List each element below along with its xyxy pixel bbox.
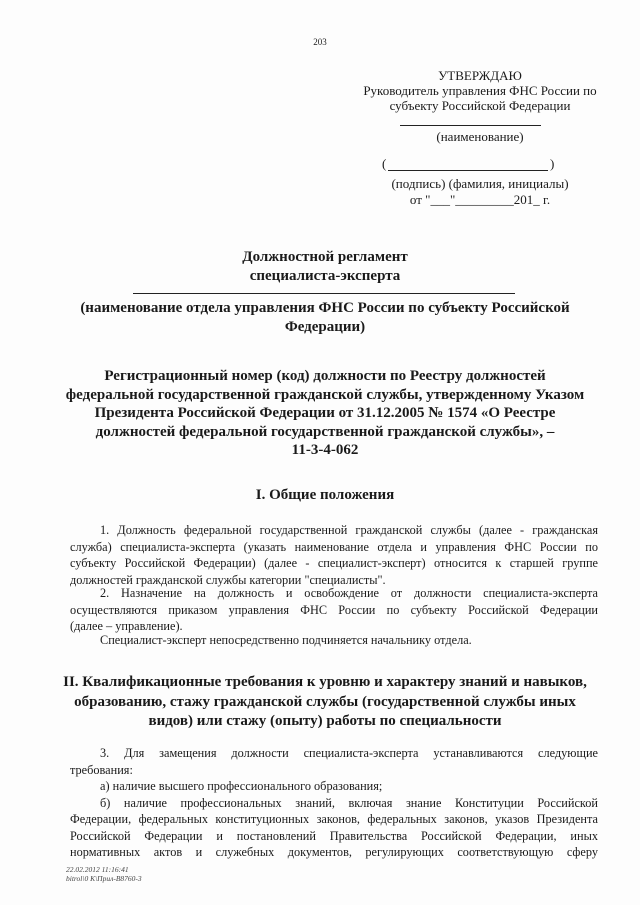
paragraph-line: 2. Назначение на должность и освобождение от должности специалиста-эксперта	[100, 586, 598, 600]
section-1-paragraph-1	[70, 522, 598, 588]
section-1-paragraph-2	[70, 585, 598, 635]
section-2-heading-line-1: II. Квалификационные требования к уровню и характеру знаний и навыков,	[63, 674, 587, 690]
approval-heading: УТВЕРЖДАЮ	[438, 68, 522, 83]
requirement-b-line: Федерации, федеральных конституционных законов, федеральных законов, указов Президента	[70, 812, 598, 826]
paragraph-line: субъекту Российской Федерации) (далее - специалист-эксперт) относится к старшей группе	[70, 556, 598, 570]
signature-bracket-close: )	[550, 156, 555, 171]
requirement-b-line: нормативных актов и служебных документов, регулирующих соответствующую сферу	[70, 845, 598, 859]
paragraph-line: осуществляются приказом управления ФНС России по субъекту Российской Федерации	[70, 602, 598, 617]
name-caption: (наименование)	[436, 129, 524, 144]
section-1-heading: I. Общие положения	[255, 487, 395, 503]
section-2-heading-line-2: образованию, стажу гражданской службы (государственной службы иных	[74, 693, 576, 710]
title-line-2: специалиста-эксперта	[249, 268, 401, 284]
name-underline	[400, 125, 541, 126]
section-2-heading	[30, 673, 620, 732]
registration-line-3: Президента Российской Федерации от 31.12.2005 № 1574 «О Реестре	[94, 405, 556, 421]
approval-line-2: субъекту Российской Федерации	[389, 98, 571, 113]
department-caption	[30, 299, 620, 337]
registration-line-1: Регистрационный номер (код) должности по Реестру должностей	[104, 368, 546, 384]
approval-block	[330, 68, 630, 113]
document-title	[30, 248, 620, 286]
date-line: от "___"_________201_ г.	[409, 192, 551, 207]
paragraph-line: (далее – управление).	[70, 619, 183, 633]
paragraph-line: требования:	[70, 762, 133, 777]
page-number: 203	[313, 37, 327, 47]
print-stamp-date: 22.02.2012 11:16:41	[66, 865, 129, 874]
paragraph-line: служба) специалиста-эксперта (указать наименование отдела и управления ФНС России по	[70, 539, 598, 554]
department-line-1: (наименование отдела управления ФНС России по субъекту Российской	[80, 300, 570, 316]
section-2-heading-line-3: видов) или стажу (опыту) работы по специальности	[148, 713, 502, 729]
requirement-b-line: б) наличие профессиональных знаний, включая знание Конституции Российской	[100, 795, 598, 810]
registration-code: 11-3-4-062	[291, 442, 359, 458]
requirement-a: а) наличие высшего профессионального образования;	[100, 779, 383, 793]
registration-line-4: должностей федеральной государственной гражданской службы», –	[95, 423, 555, 440]
department-line-2: Федерации)	[284, 319, 366, 335]
paragraph-line: Специалист-эксперт непосредственно подчиняется начальнику отдела.	[100, 633, 472, 647]
print-stamp	[66, 865, 142, 883]
paragraph-line: 1. Должность федеральной государственной гражданской службы (далее - гражданская	[100, 523, 598, 537]
department-underline	[133, 293, 515, 294]
section-1-paragraph-3	[70, 632, 598, 649]
registration-block	[30, 367, 620, 460]
section-2-paragraph-3	[70, 745, 598, 861]
print-stamp-file: bitrol\0 К\Прил-В8760-3	[66, 874, 142, 883]
signature-underline	[388, 170, 548, 171]
approval-line-1: Руководитель управления ФНС России по	[363, 83, 597, 98]
signature-bracket-open: (	[382, 156, 387, 171]
registration-line-2: федеральной государственной гражданской службы, утвержденному Указом	[65, 386, 585, 403]
requirement-b-line: Российской Федерации и постановлений Правительства Российской Федерации, иных	[70, 828, 598, 843]
paragraph-line: 3. Для замещения должности специалиста-эксперта устанавливаются следующие	[100, 746, 598, 760]
signature-caption: (подпись) (фамилия, инициалы)	[391, 176, 569, 191]
paragraph-line: должностей гражданской службы категории "специалисты".	[70, 572, 386, 587]
title-line-1: Должностной регламент	[242, 249, 408, 265]
